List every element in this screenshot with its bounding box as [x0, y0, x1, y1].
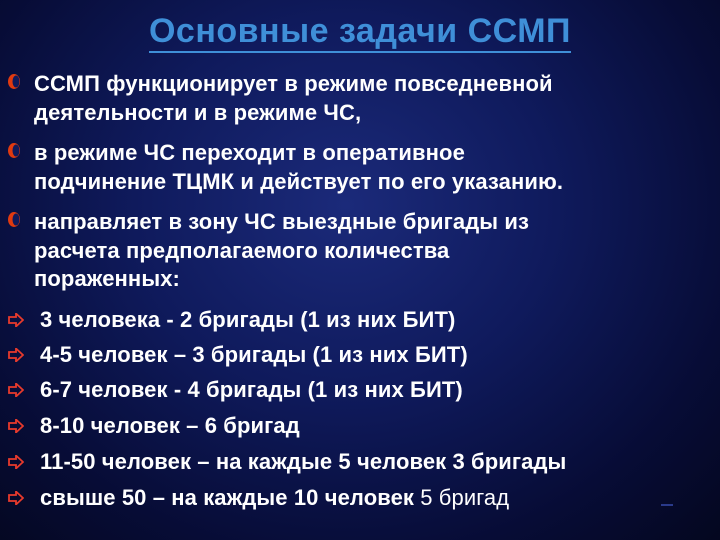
- page-number-mark: [660, 501, 674, 509]
- bullet-2-line-2: подчинение ТЦМК и действует по его указанию.: [34, 169, 564, 194]
- arrow-bullet-icon: [8, 313, 24, 327]
- subitem-5: 11-50 человек – на каждые 5 человек 3 бригады: [40, 449, 567, 474]
- subitem-6-normal: 5 бригад: [414, 485, 510, 510]
- round-bullet-icon: [7, 211, 21, 228]
- subitem-1: 3 человека - 2 бригады (1 из них БИТ): [40, 307, 456, 332]
- arrow-bullet-icon: [8, 348, 24, 362]
- arrow-bullet-icon: [8, 455, 24, 469]
- arrow-bullet-icon: [8, 383, 24, 397]
- slide-title: [0, 12, 720, 51]
- round-bullet-icon: [7, 73, 21, 90]
- round-bullet-icon: [7, 142, 21, 159]
- bullet-3-line-1: направляет в зону ЧС выездные бригады из: [34, 209, 530, 234]
- arrow-bullet-icon: [8, 491, 24, 505]
- slide-title-text: Основные задачи ССМП: [149, 12, 571, 53]
- bullet-3-line-3: пораженных:: [34, 266, 180, 291]
- bullet-3-line-2: расчета предполагаемого количества: [34, 238, 450, 263]
- subitem-2: 4-5 человек – 3 бригады (1 из них БИТ): [40, 342, 468, 367]
- bullet-1-line-2: деятельности и в режиме ЧС,: [34, 100, 362, 125]
- subitem-6-bold: свыше 50 – на каждые 10 человек: [40, 485, 415, 510]
- subitem-3: 6-7 человек - 4 бригады (1 из них БИТ): [40, 377, 463, 402]
- bullet-1-line-1: ССМП функционирует в режиме повседневной: [34, 71, 553, 96]
- arrow-bullet-icon: [8, 419, 24, 433]
- subitem-6: [40, 485, 509, 511]
- subitem-4: 8-10 человек – 6 бригад: [40, 413, 300, 438]
- bullet-2-line-1: в режиме ЧС переходит в оперативное: [34, 140, 465, 165]
